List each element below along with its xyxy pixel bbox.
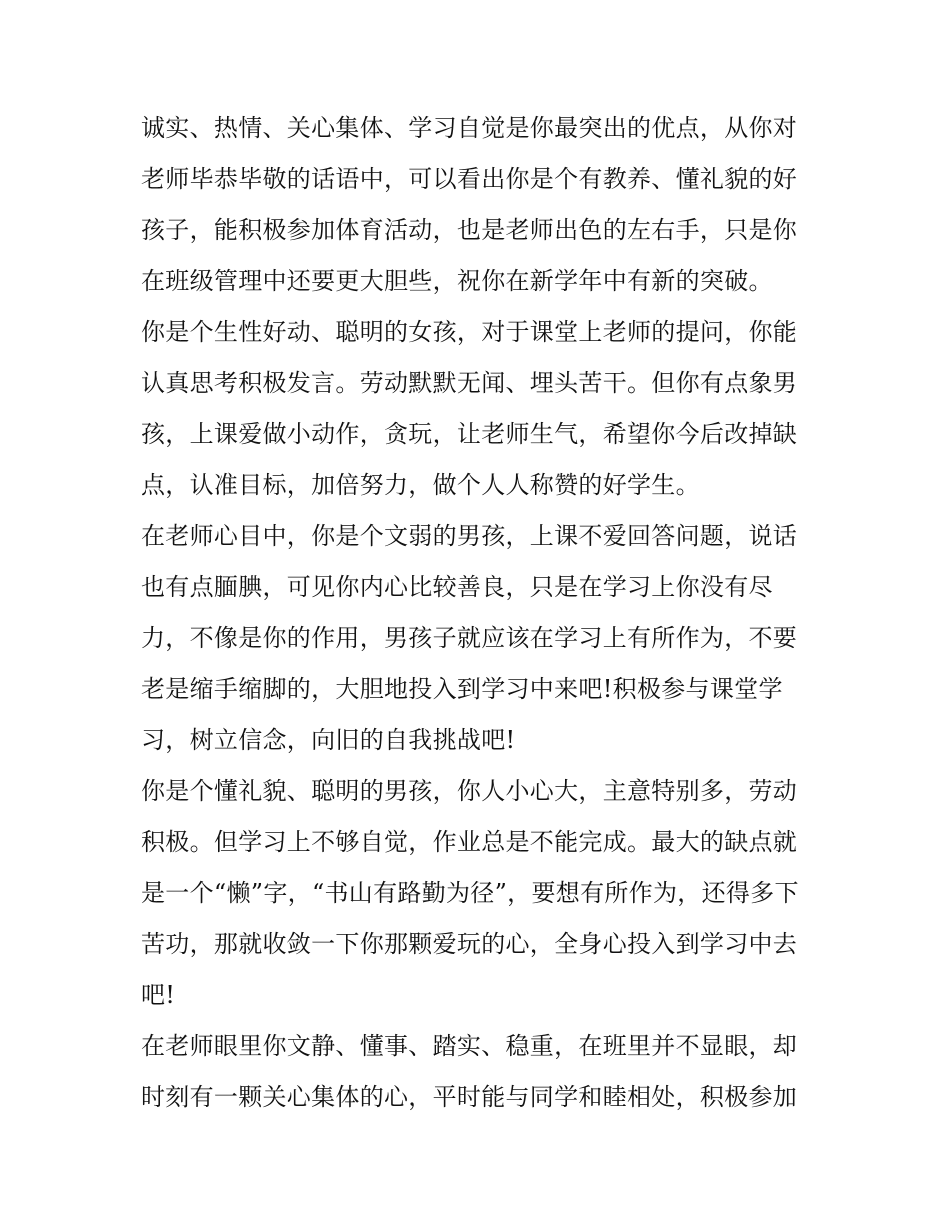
text-line: 力，不像是你的作用，男孩子就应该在学习上有所作为，不要 bbox=[141, 624, 798, 652]
text-line: 是一个“懒”字，“书山有路勤为径”，要想有所作为，还得多下 bbox=[141, 879, 799, 907]
paragraph-2 bbox=[141, 307, 813, 511]
text-line: 在班级管理中还要更大胆些，祝你在新学年中有新的突破。 bbox=[141, 267, 773, 295]
text-line: 苦功，那就收敛一下你那颗爱玩的心，全身心投入到学习中去 bbox=[141, 930, 798, 958]
text-line: 你是个生性好动、聪明的女孩，对于课堂上老师的提问，你能 bbox=[141, 318, 798, 346]
text-line: 诚实、热情、关心集体、学习自觉是你最突出的优点，从你对 bbox=[141, 114, 798, 142]
text-line: 习，树立信念，向旧的自我挑战吧! bbox=[141, 726, 516, 754]
paragraph-5 bbox=[141, 1021, 813, 1123]
text-line: 时刻有一颗关心集体的心，平时能与同学和睦相处，积极参加 bbox=[141, 1083, 798, 1111]
paragraph-4 bbox=[141, 766, 813, 1021]
text-line: 吧! bbox=[141, 981, 176, 1009]
text-line: 孩子，能积极参加体育活动，也是老师出色的左右手，只是你 bbox=[141, 216, 798, 244]
text-line: 积极。但学习上不够自觉，作业总是不能完成。最大的缺点就 bbox=[141, 828, 798, 856]
text-line: 你是个懂礼貌、聪明的男孩，你人小心大，主意特别多，劳动 bbox=[141, 777, 798, 805]
text-line: 在老师心目中，你是个文弱的男孩，上课不爱回答问题，说话 bbox=[141, 522, 798, 550]
text-line: 老是缩手缩脚的，大胆地投入到学习中来吧!积极参与课堂学 bbox=[141, 675, 783, 703]
text-line: 点，认准目标，加倍努力，做个人人称赞的好学生。 bbox=[141, 471, 700, 499]
text-line: 孩，上课爱做小动作，贪玩，让老师生气，希望你今后改掉缺 bbox=[141, 420, 798, 448]
text-line: 老师毕恭毕敬的话语中，可以看出你是个有教养、懂礼貌的好 bbox=[141, 165, 798, 193]
text-line: 在老师眼里你文静、懂事、踏实、稳重，在班里并不显眼，却 bbox=[141, 1032, 798, 1060]
text-line: 也有点腼腆，可见你内心比较善良，只是在学习上你没有尽 bbox=[141, 573, 773, 601]
text-line: 认真思考积极发言。劳动默默无闻、埋头苦干。但你有点象男 bbox=[141, 369, 798, 397]
document-body bbox=[141, 103, 813, 1123]
paragraph-3 bbox=[141, 511, 813, 766]
paragraph-1 bbox=[141, 103, 813, 307]
